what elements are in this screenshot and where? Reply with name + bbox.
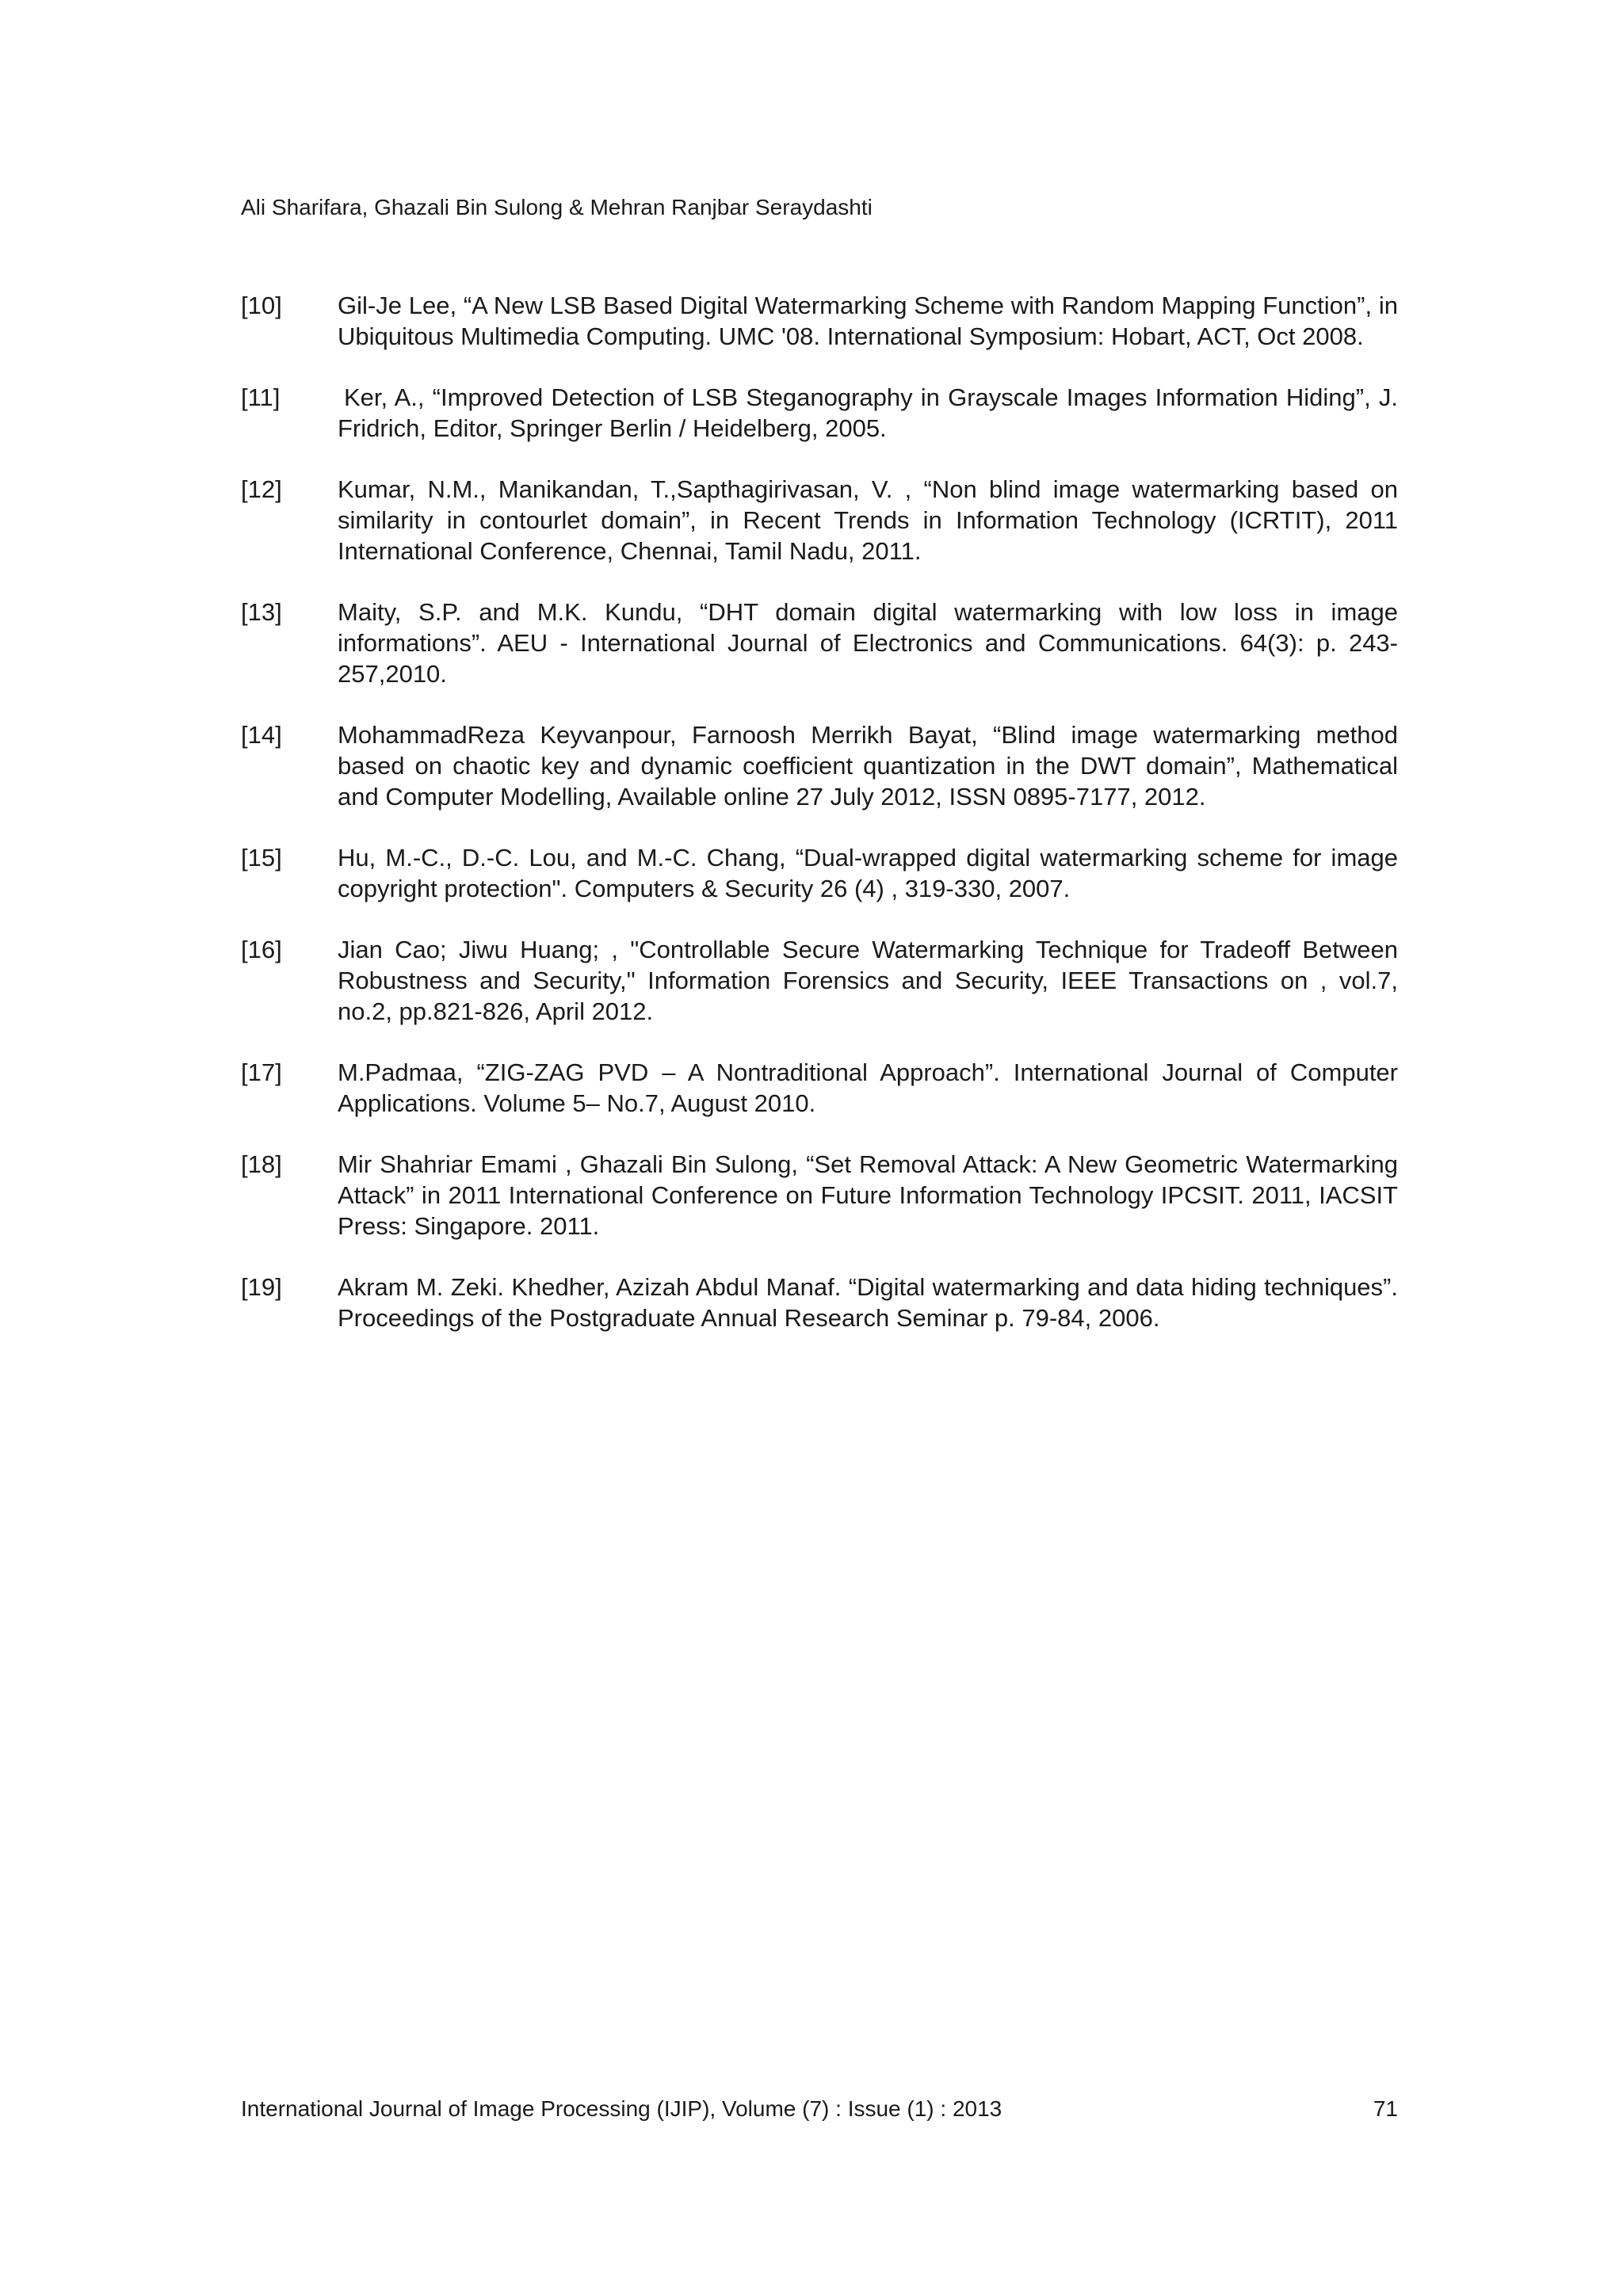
reference-number: [19]	[241, 1273, 282, 1301]
reference-item	[241, 934, 1398, 1027]
reference-text: M.Padmaa, “ZIG-ZAG PVD – A Nontraditional Approach”. International Journal of Computer Applications. Volume 5– No.7, August 2010.	[338, 1058, 1398, 1117]
reference-list	[241, 290, 1398, 1363]
reference-text: Maity, S.P. and M.K. Kundu, “DHT domain digital watermarking with low loss in image informations”. AEU - International Journal of Electronics and Communications. 64(3): p. 243-257,2010.	[338, 598, 1398, 688]
reference-item	[241, 1272, 1398, 1333]
reference-item	[241, 1149, 1398, 1241]
reference-text: Akram M. Zeki. Khedher, Azizah Abdul Manaf. “Digital watermarking and data hiding techniques”. Proceedings of the Postgraduate Annual Research Seminar p. 79-84, 2006.	[338, 1273, 1398, 1332]
reference-number: [17]	[241, 1058, 282, 1086]
running-header-authors: Ali Sharifara, Ghazali Bin Sulong & Mehran Ranjbar Seraydashti	[241, 195, 873, 219]
reference-text: Mir Shahriar Emami , Ghazali Bin Sulong, “Set Removal Attack: A New Geometric Watermarking Attack” in 2011 International Conference on Future Information Technology IPCSIT. 2011, IACSIT Press: Singapore. 2011.	[338, 1150, 1398, 1240]
reference-item	[241, 842, 1398, 904]
reference-number: [11]	[241, 383, 281, 411]
reference-item	[241, 382, 1398, 444]
reference-number: [14]	[241, 721, 282, 749]
reference-item	[241, 474, 1398, 566]
reference-item	[241, 719, 1398, 812]
reference-text: Jian Cao; Jiwu Huang; , "Controllable Secure Watermarking Technique for Tradeoff Between Robustness and Security," Information Forensics and Security, IEEE Transactions on , vol.7, no.2, pp.821-826, April 2012.	[338, 936, 1398, 1025]
page-number: 71	[1373, 2096, 1398, 2121]
reference-item	[241, 1057, 1398, 1119]
reference-text: MohammadReza Keyvanpour, Farnoosh Merrikh Bayat, “Blind image watermarking method based on chaotic key and dynamic coefficient quantization in the DWT domain”, Mathematical and Computer Modelling, Available online 27 July 2012, ISSN 0895-7177, 2012.	[338, 721, 1398, 810]
reference-text: Hu, M.-C., D.-C. Lou, and M.-C. Chang, “Dual-wrapped digital watermarking scheme for image copyright protection". Computers & Security 26 (4) , 319-330, 2007.	[338, 844, 1398, 902]
reference-item	[241, 290, 1398, 352]
reference-number: [12]	[241, 475, 282, 503]
reference-number: [18]	[241, 1150, 282, 1178]
reference-number: [13]	[241, 598, 282, 626]
reference-text: Kumar, N.M., Manikandan, T.,Sapthagirivasan, V. , “Non blind image watermarking based on similarity in contourlet domain”, in Recent Trends in Information Technology (ICRTIT), 2011 International Conference, Chennai, Tamil Nadu, 2011.	[338, 475, 1398, 565]
reference-number: [16]	[241, 936, 282, 963]
reference-text: Ker, A., “Improved Detection of LSB Steganography in Grayscale Images Information Hiding”, J. Fridrich, Editor, Springer Berlin / Heidelberg, 2005.	[338, 383, 1398, 442]
reference-number: [10]	[241, 292, 282, 319]
reference-number: [15]	[241, 844, 282, 871]
reference-item	[241, 597, 1398, 689]
reference-text: Gil-Je Lee, “A New LSB Based Digital Watermarking Scheme with Random Mapping Function”, in Ubiquitous Multimedia Computing. UMC '08. International Symposium: Hobart, ACT, Oct 2008.	[338, 292, 1398, 350]
footer-journal-citation: International Journal of Image Processing (IJIP), Volume (7) : Issue (1) : 2013	[241, 2096, 1002, 2121]
